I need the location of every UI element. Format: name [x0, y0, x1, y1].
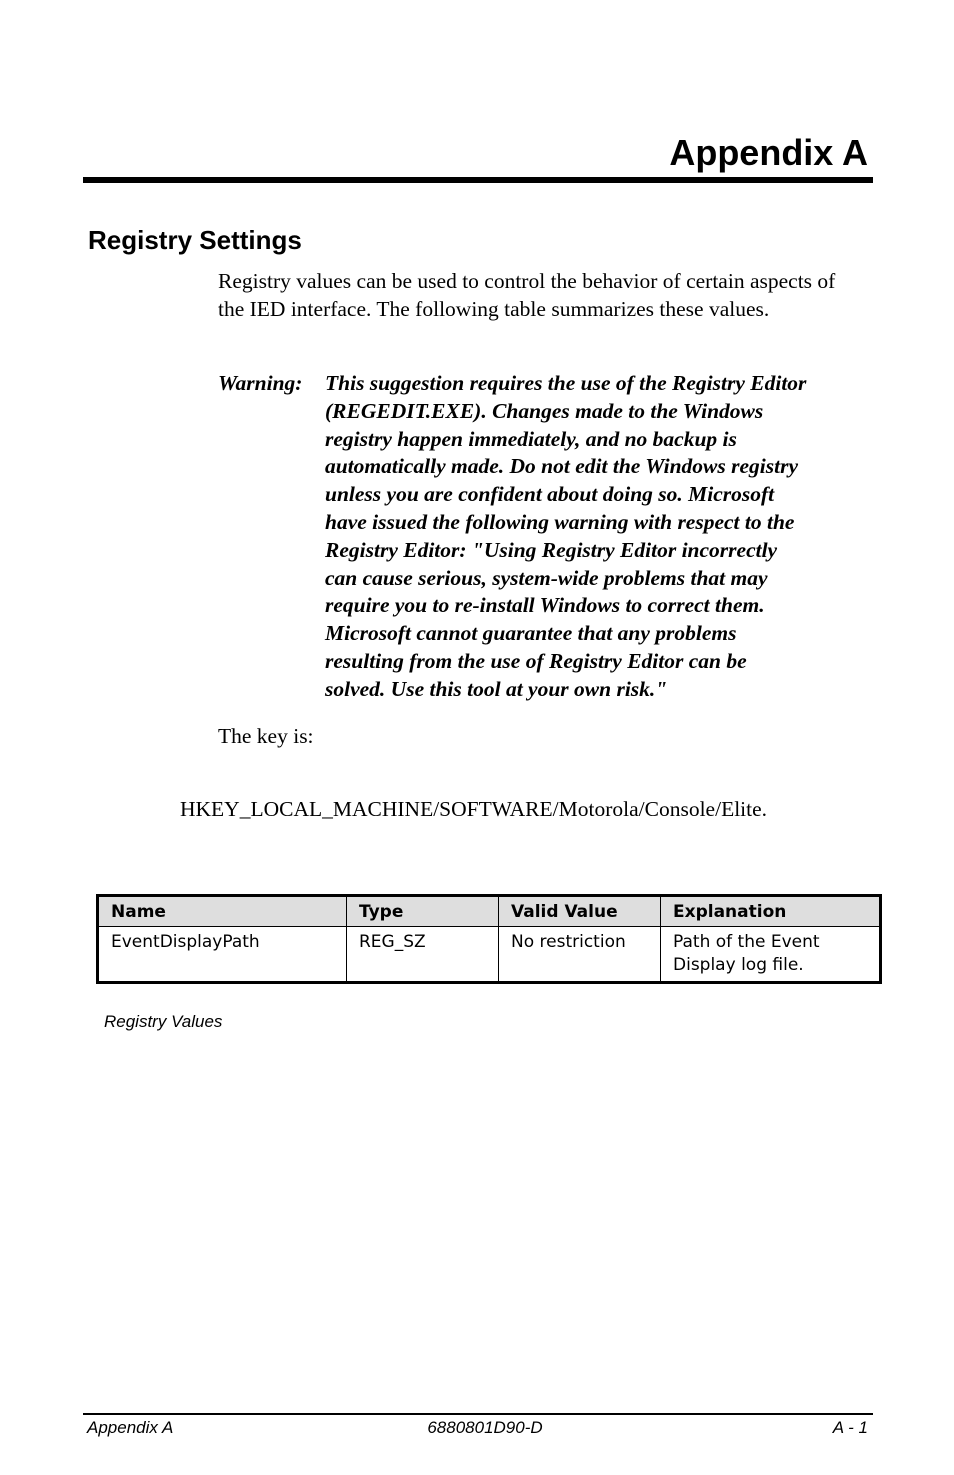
chapter-title: Appendix A: [669, 132, 868, 173]
column-header-type: Type: [347, 896, 499, 927]
registry-key-path: HKEY_LOCAL_MACHINE/SOFTWARE/Motorola/Console/Elite.: [180, 797, 768, 821]
cell-name: EventDisplayPath: [98, 927, 347, 983]
warning-label: Warning:: [218, 371, 303, 395]
table-row: [98, 927, 881, 983]
footer-page-number: A - 1: [832, 1418, 868, 1437]
footer-rule: [83, 1413, 873, 1415]
warning-line: unless you are confident about doing so. Microsoft: [325, 482, 775, 507]
footer-chapter: Appendix A: [87, 1418, 174, 1437]
key-intro-text: The key is:: [218, 724, 314, 748]
warning-line: resulting from the use of Registry Editor can be: [325, 648, 747, 673]
warning-line: Registry Editor: "Using Registry Editor incorrectly: [325, 537, 778, 562]
footer-document-number: 6880801D90-D: [427, 1418, 543, 1437]
column-header-explanation: Explanation: [661, 896, 881, 927]
cell-type: REG_SZ: [347, 927, 499, 983]
table-header-row: [98, 896, 881, 927]
warning-line: solved. Use this tool at your own risk.": [325, 676, 668, 701]
warning-text: [325, 370, 878, 704]
warning-line: Microsoft cannot guarantee that any problems: [325, 621, 737, 646]
warning-line: (REGEDIT.EXE). Changes made to the Windows: [325, 398, 764, 423]
table-caption: Registry Values: [104, 1012, 223, 1031]
warning-line: This suggestion requires the use of the Registry Editor: [325, 371, 807, 395]
column-header-name: Name: [98, 896, 347, 927]
warning-line: require you to re-install Windows to correct them.: [325, 593, 765, 618]
column-header-valid-value: Valid Value: [499, 896, 661, 927]
cell-explanation: Path of the Event Display log file.: [661, 927, 881, 983]
chapter-title-rule: [83, 177, 873, 183]
warning-line: registry happen immediately, and no backup is: [325, 426, 737, 451]
cell-valid-value: No restriction: [499, 927, 661, 983]
registry-values-table: [96, 894, 882, 984]
warning-line: automatically made. Do not edit the Windows registry: [325, 454, 799, 479]
intro-paragraph: Registry values can be used to control the behavior of certain aspects of the IED interface. The following table summarizes these values.: [218, 269, 836, 321]
section-title: Registry Settings: [88, 225, 302, 255]
warning-line: have issued the following warning with respect to the: [325, 509, 795, 534]
warning-line: can cause serious, system-wide problems that may: [325, 565, 768, 590]
